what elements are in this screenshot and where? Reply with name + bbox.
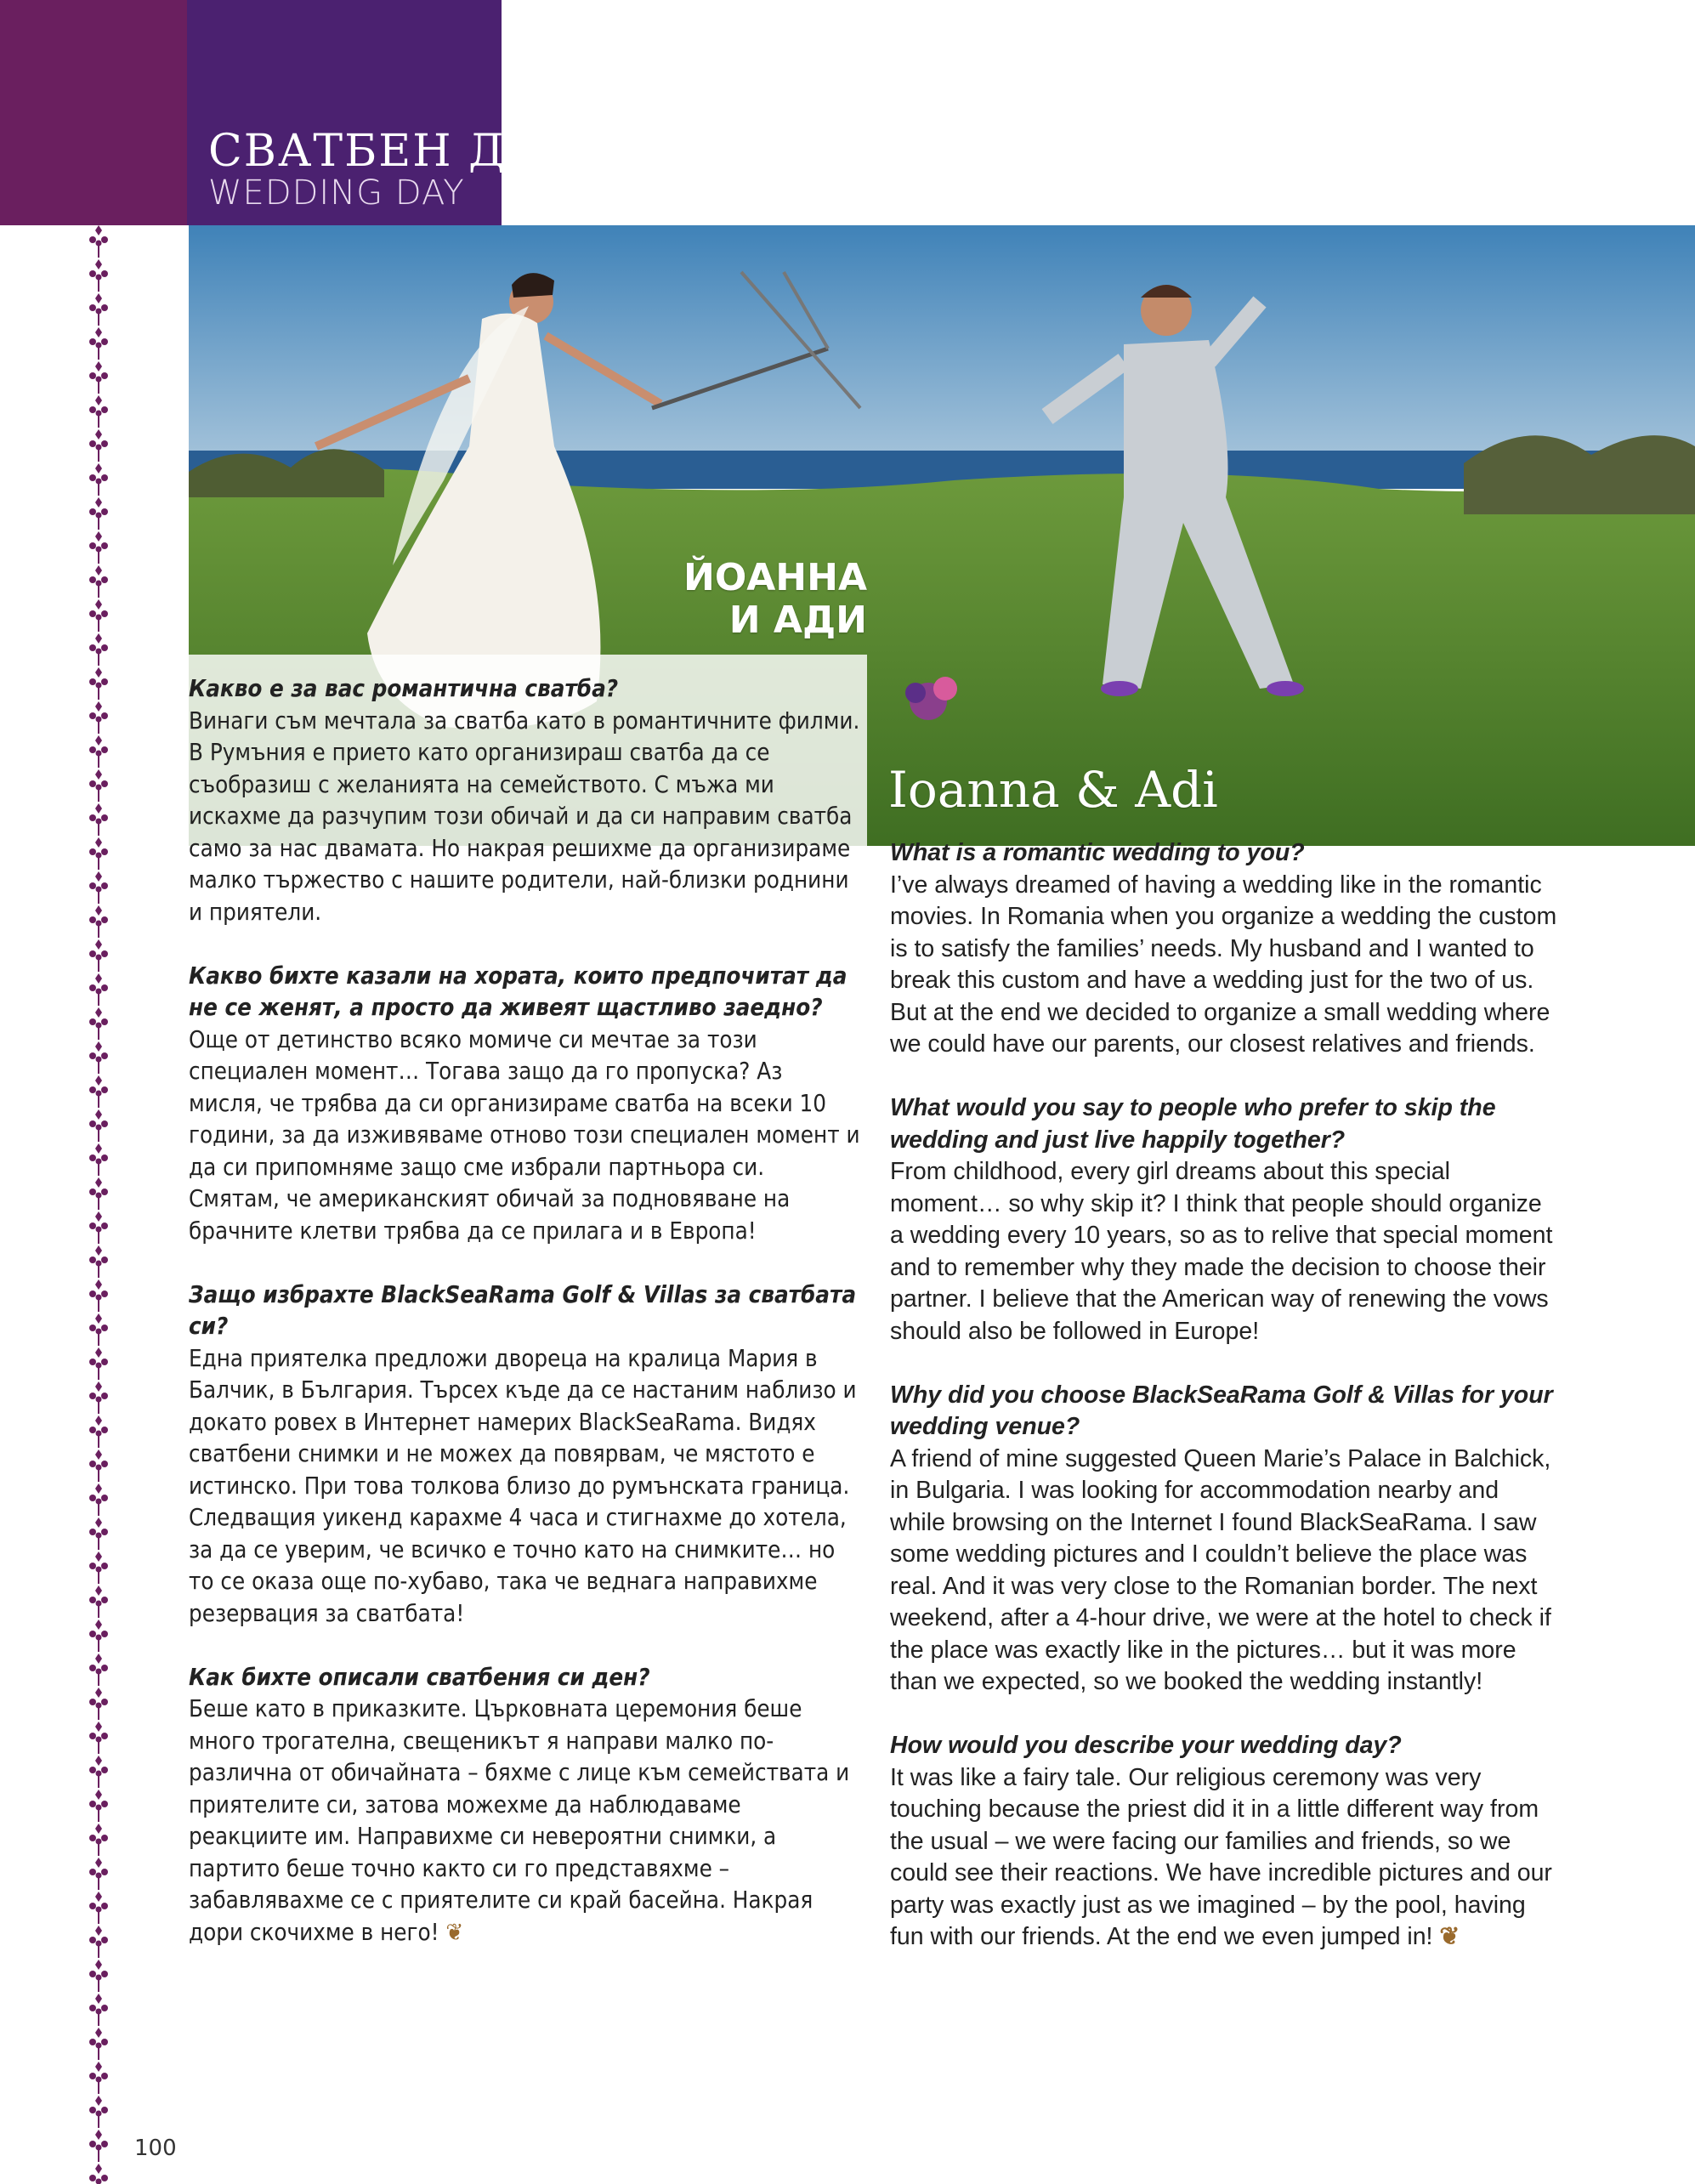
ornament-motif	[89, 293, 108, 326]
end-mark-icon: ❦	[1439, 1923, 1460, 1950]
ornament-motif	[89, 1926, 108, 1958]
bg-question-4: Как бихте описали сватбения си ден?	[189, 1663, 650, 1691]
ornament-motif	[89, 701, 108, 734]
ornament-motif	[89, 599, 108, 632]
ornament-motif	[89, 905, 108, 938]
ornament-motif	[89, 1892, 108, 1924]
en-question-2: What would you say to people who prefer to skip the wedding and just live happily together?	[890, 1094, 1496, 1154]
couple-name-bg-line1: ЙОАННА	[683, 556, 867, 599]
bg-question-3: Защо избрахте BlackSeaRama Golf & Villas за сватбата си?	[189, 1280, 857, 1340]
ornament-motif	[89, 225, 108, 258]
en-question-1: What is a romantic wedding to you?	[890, 839, 1305, 866]
ornament-motif	[89, 1824, 108, 1856]
ornament-motif	[89, 565, 108, 598]
couple-name-bg-line2: И АДИ	[728, 598, 867, 642]
ornament-motif	[89, 2130, 108, 2162]
ornament-motif	[89, 1109, 108, 1142]
en-answer-1: I’ve always dreamed of having a wedding like in the romantic movies. In Romania when you organize a wedding the custom is to satisfy the families’ needs. My husband and I wanted to break this custom and have a wedding just for the two of us. But at the end we decided to organize a small wedding where we could have our parents, our closest relatives and friends.	[890, 871, 1557, 1058]
ornament-motif	[89, 1960, 108, 1992]
ornament-motif	[89, 1790, 108, 1822]
ornament-motif	[89, 2164, 108, 2184]
ornament-motif	[89, 1143, 108, 1176]
bg-answer-2: Още от детинство всяко момиче си мечтае за този специален момент… Тогава защо да го пропуска? Аз мисля, че трябва да си организираме сватба на всеки 10 години, за да изживяваме отново този специален момент и да си припомняме защо сме избрали партньора си. Смятам, че американският обичай за подновяване на брачните клетви трябва да се прилага и в Европа!	[189, 1025, 860, 1245]
ornament-motif	[89, 2028, 108, 2060]
en-qa-2	[890, 1092, 1557, 1347]
ornament-motif	[89, 1041, 108, 1074]
bg-answer-1: Винаги съм мечтала за сватба като в романтичните филми. В Румъния е прието като организираш сватба да се съобразиш с желанията на семейството. С мъжа ми искахме да разчупим този обичай и да си направим сватба само за нас двамата. Но накрая решихме да организираме малко тържество с нашите родители, най-близки роднини и приятели.	[189, 706, 860, 926]
ornament-motif	[89, 633, 108, 666]
ornament-motif	[89, 463, 108, 496]
ornament-motif	[89, 1517, 108, 1550]
ornament-motif	[89, 769, 108, 802]
en-answer-3: A friend of mine suggested Queen Marie’s Palace in Balchick, in Bulgaria. I was looking for accommodation nearby and while browsing on the Internet I found BlackSeaRama. I saw some wedding pictures and I couldn’t believe the place was real. And it was very close to the Romanian border. The next weekend, after a 4-hour drive, we were at the hotel to check if the place was exactly like in the pictures… but it was more than we expected, so we booked the wedding instantly!	[890, 1444, 1551, 1695]
bg-question-2: Какво бихте казали на хората, които предпочитат да не се женят, а просто да живеят щастливо заедно?	[189, 962, 848, 1021]
bg-question-1: Какво е за вас романтична сватба?	[189, 675, 619, 702]
ornament-motif	[89, 395, 108, 428]
ornament-motif	[89, 1449, 108, 1482]
bg-qa-4	[189, 1662, 860, 1949]
couple-name-en: Ioanna & Adi	[888, 761, 1218, 819]
ornament-motif	[89, 837, 108, 870]
ornament-motif	[89, 667, 108, 700]
bg-answer-4	[189, 1693, 860, 1949]
ornament-motif	[89, 1483, 108, 1516]
ornament-motif	[89, 1551, 108, 1584]
bg-qa-3	[189, 1279, 860, 1631]
en-qa-3	[890, 1380, 1557, 1699]
ornament-motif	[89, 1347, 108, 1380]
ornament-motif	[89, 973, 108, 1006]
bg-qa-1	[189, 673, 860, 928]
en-answer-4	[890, 1762, 1557, 1954]
ornament-motif	[89, 429, 108, 462]
en-qa-4	[890, 1730, 1557, 1954]
bg-answer-3: Една приятелка предложи двореца на кралица Мария в Балчик, в България. Търсех къде да се настаним наблизо и докато ровех в Интернет намерих BlackSeaRama. Видях сватбени снимки и не можех да повярвам, че мястото е истинско. При това толкова близо до румънската граница. Следващия уикенд карахме 4 часа и стигнахме до хотела, за да се уверим, че всичко е точно като на снимките… но то се оказа още по-хубаво, така че веднага направихме резервация за сватбата!	[189, 1344, 857, 1627]
ornament-motif	[89, 1211, 108, 1244]
en-answer-4-text: It was like a fairy tale. Our religious ceremony was very touching because the priest did it in a little different way from the usual – we were facing our families and friends, so we could see their reactions. We have incredible pictures and our party was exactly just as we imagined – by the pool, having fun with our friends. At the end we even jumped in!	[890, 1763, 1552, 1950]
en-qa-1	[890, 837, 1557, 1061]
corner-color-block	[0, 0, 187, 225]
ornament-motif	[89, 1415, 108, 1448]
ornament-border	[82, 225, 116, 2184]
ornament-motif	[89, 531, 108, 564]
bulgarian-column	[189, 673, 860, 1981]
ornament-motif	[89, 735, 108, 768]
ornament-motif	[89, 1381, 108, 1414]
ornament-motif	[89, 871, 108, 904]
ornament-motif	[89, 1654, 108, 1686]
ornament-motif	[89, 1313, 108, 1346]
ornament-motif	[89, 803, 108, 836]
ornament-motif	[89, 1075, 108, 1108]
page-number: 100	[134, 2136, 177, 2161]
end-mark-icon: ❦	[445, 1918, 464, 1946]
ornament-motif	[89, 497, 108, 530]
ornament-motif	[89, 1620, 108, 1652]
en-question-3: Why did you choose BlackSeaRama Golf & Villas for your wedding venue?	[890, 1381, 1553, 1440]
ornament-motif	[89, 1586, 108, 1618]
bg-qa-2	[189, 961, 860, 1248]
ornament-motif	[89, 1245, 108, 1278]
ornament-motif	[89, 939, 108, 972]
ornament-motif	[89, 2096, 108, 2128]
ornament-motif	[89, 1756, 108, 1788]
ornament-motif	[89, 1722, 108, 1754]
bg-answer-4-text: Беше като в приказките. Църковната церемония беше много трогателна, свещеникът я направи малко по-различна от обичайната – бяхме с лице към семействата и приятелите си, затова можехме да наблюдаваме реакциите им. Направихме си невероятни снимки, а партито беше точно както си го представяхме – забавлявахме се с приятелите си край басейна. Накрая дори скочихме в него!	[189, 1695, 850, 1946]
ornament-motif	[89, 1994, 108, 2026]
ornament-motif	[89, 1177, 108, 1210]
en-answer-2: From childhood, every girl dreams about this special moment… so why skip it? I think that people should organize a wedding every 10 years, so as to relive that special moment and to remember why they made the decision to choose their partner. I believe that the American way of renewing the vows should also be followed in Europe!	[890, 1158, 1553, 1345]
ornament-motif	[89, 1858, 108, 1890]
ornament-motif	[89, 327, 108, 360]
section-title-en: WEDDING DAY	[208, 173, 465, 213]
ornament-motif	[89, 361, 108, 394]
ornament-motif	[89, 1007, 108, 1040]
couple-name-bg	[595, 557, 867, 642]
section-title-bg: СВАТБЕН ДЕН	[208, 126, 581, 177]
english-column	[890, 837, 1557, 1985]
ornament-motif	[89, 2062, 108, 2094]
ornament-motif	[89, 1688, 108, 1720]
en-question-4: How would you describe your wedding day?	[890, 1732, 1402, 1759]
ornament-motif	[89, 1279, 108, 1312]
ornament-motif	[89, 259, 108, 292]
